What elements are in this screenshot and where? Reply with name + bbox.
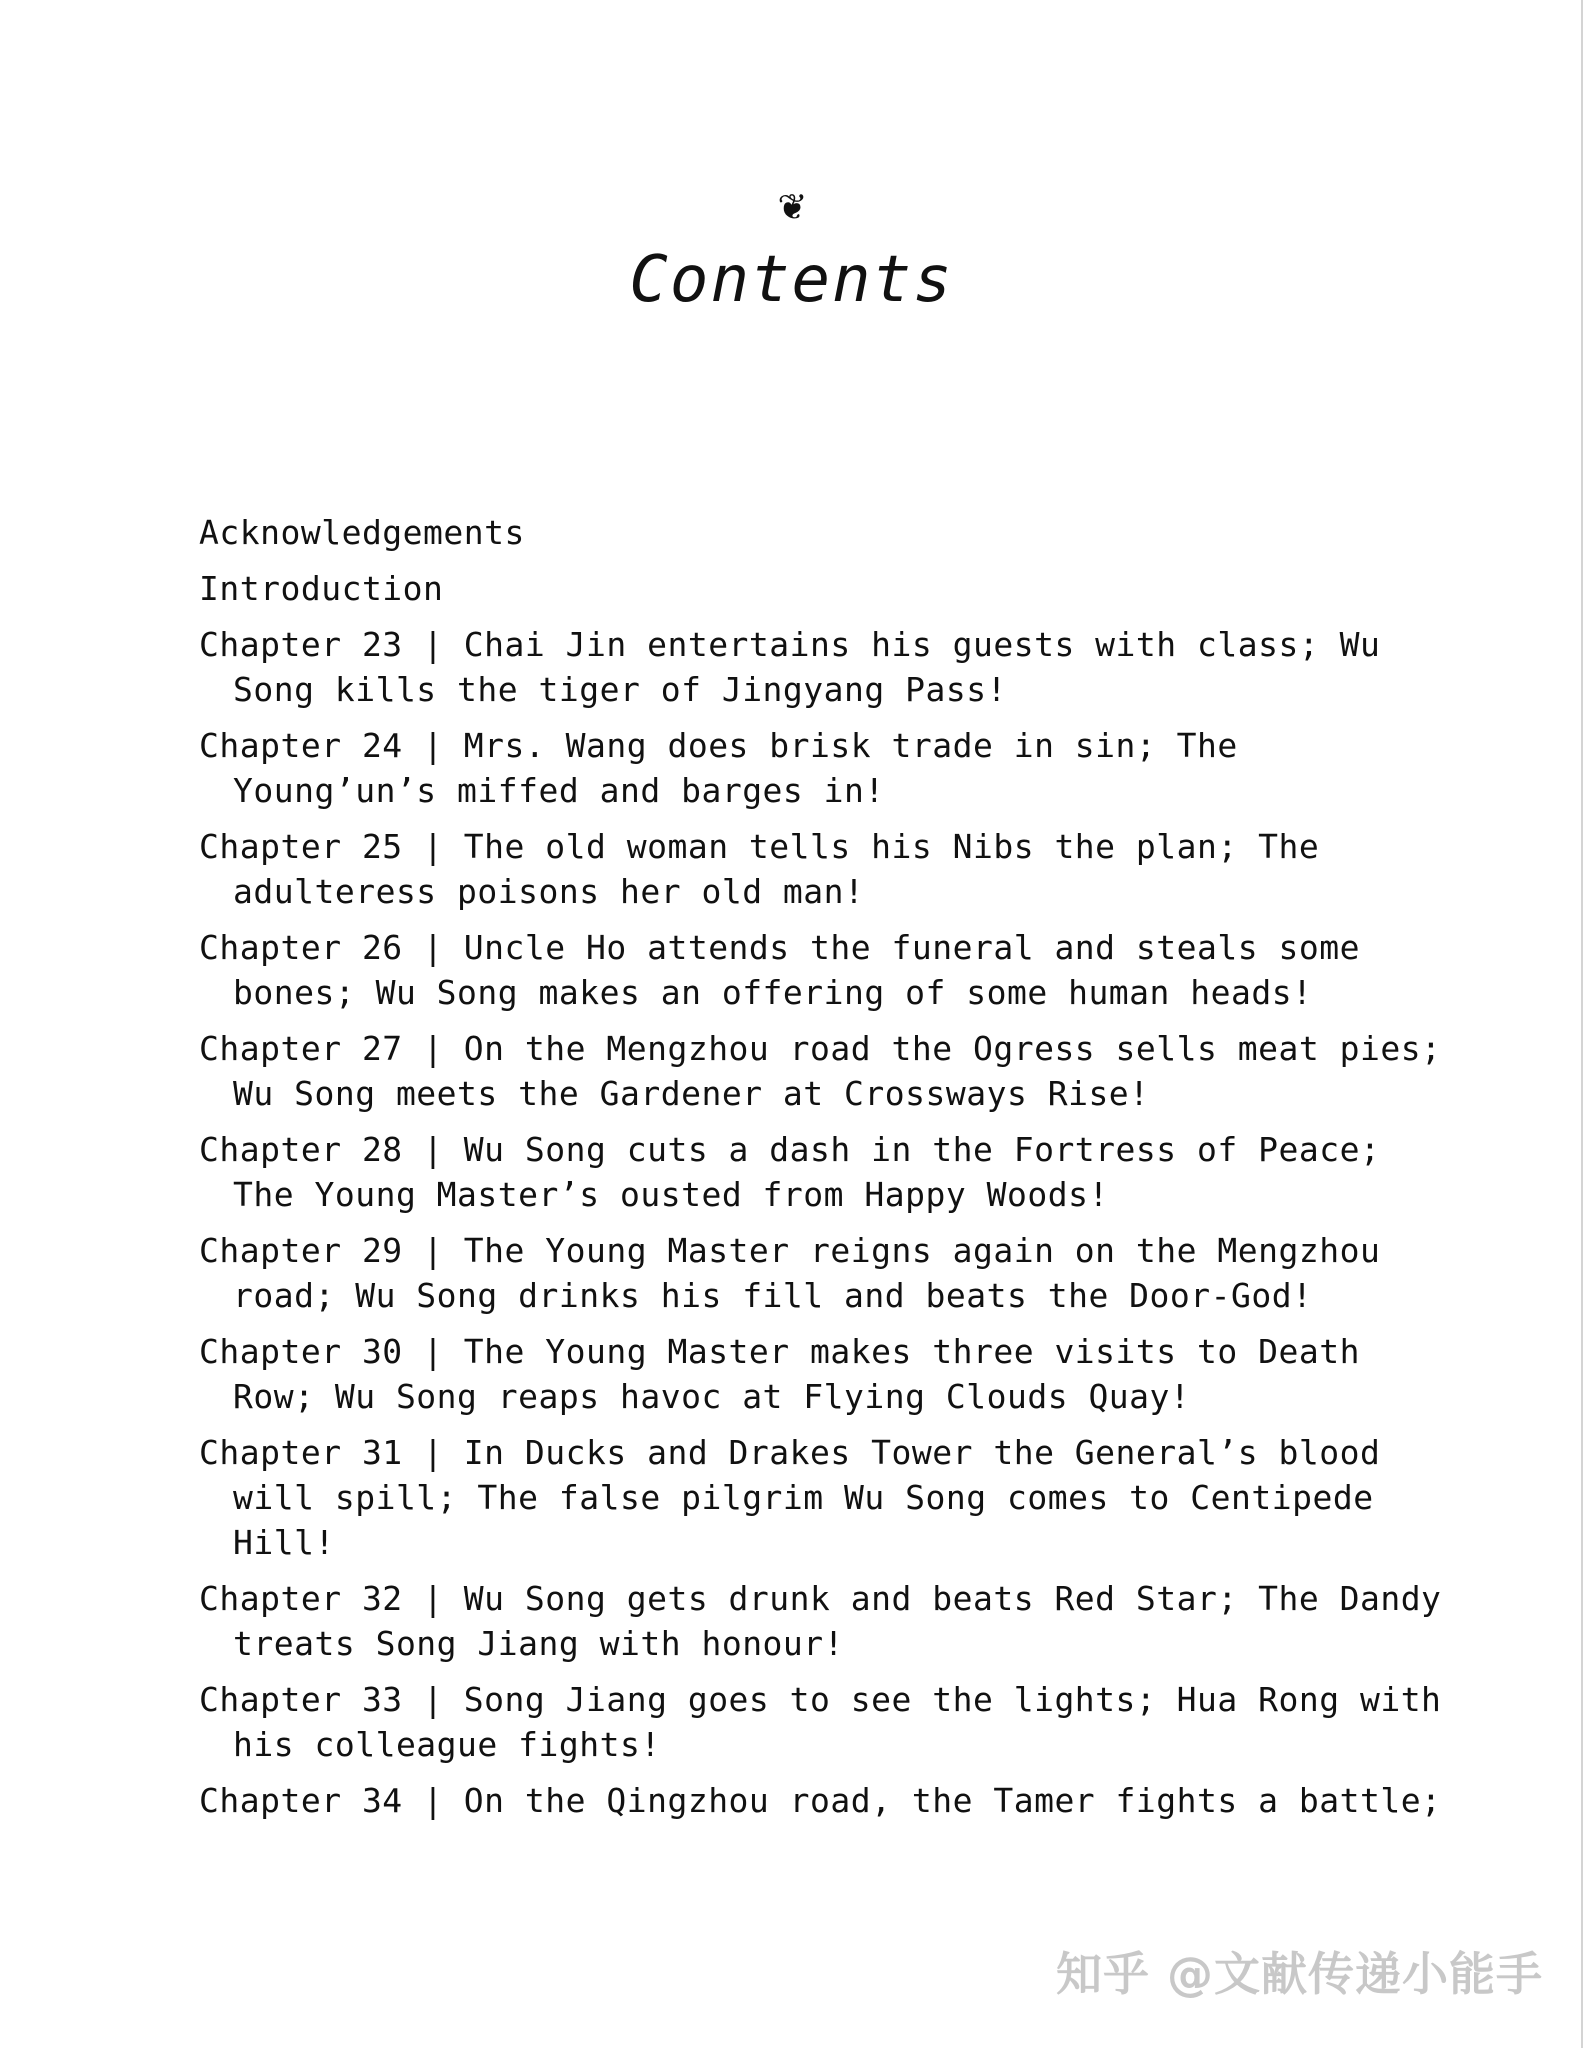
toc-entry-chapter-27[interactable]: Chapter 27 | On the Mengzhou road the Ogress sells meat pies; Wu Song meets the Gardener at Crossways Rise! [199, 1029, 1442, 1113]
toc-entry-chapter-23[interactable]: Chapter 23 | Chai Jin entertains his guests with class; Wu Song kills the tiger of Jingyang Pass! [199, 625, 1381, 709]
page-title: Contents [629, 243, 954, 317]
toc-entry-chapter-33[interactable]: Chapter 33 | Song Jiang goes to see the lights; Hua Rong with his colleague fights! [199, 1680, 1442, 1764]
toc-entry-chapter-25[interactable]: Chapter 25 | The old woman tells his Nibs the plan; The adulteress poisons her old man! [199, 827, 1320, 911]
toc-entry-chapter-24[interactable]: Chapter 24 | Mrs. Wang does brisk trade in sin; The Young’un’s miffed and barges in! [199, 726, 1238, 810]
toc-entry-chapter-28[interactable]: Chapter 28 | Wu Song cuts a dash in the Fortress of Peace; The Young Master’s ousted from Happy Woods! [199, 1130, 1381, 1214]
toc-entry-chapter-30[interactable]: Chapter 30 | The Young Master makes three visits to Death Row; Wu Song reaps havoc at Flying Clouds Quay! [199, 1332, 1360, 1416]
toc-entry-chapter-32[interactable]: Chapter 32 | Wu Song gets drunk and beats Red Star; The Dandy treats Song Jiang with honour! [199, 1579, 1442, 1663]
toc-entry-chapter-34[interactable]: Chapter 34 | On the Qingzhou road, the Tamer fights a battle; [199, 1781, 1442, 1820]
toc-entry-chapter-29[interactable]: Chapter 29 | The Young Master reigns again on the Mengzhou road; Wu Song drinks his fill and beats the Door-God! [199, 1231, 1381, 1315]
toc-entry-chapter-31[interactable]: Chapter 31 | In Ducks and Drakes Tower the General’s blood will spill; The false pilgrim Wu Song comes to Centipede Hill! [199, 1433, 1381, 1562]
fleuron-icon: ❦ [778, 179, 805, 230]
toc-entry-chapter-26[interactable]: Chapter 26 | Uncle Ho attends the funeral and steals some bones; Wu Song makes an offering of some human heads! [199, 928, 1360, 1012]
toc-entry-introduction[interactable]: Introduction [199, 569, 444, 608]
toc-entry-acknowledgements[interactable]: Acknowledgements [199, 513, 525, 552]
watermark: 知乎 @文献传递小能手 [1055, 1947, 1543, 2001]
table-of-contents [199, 510, 1449, 1834]
